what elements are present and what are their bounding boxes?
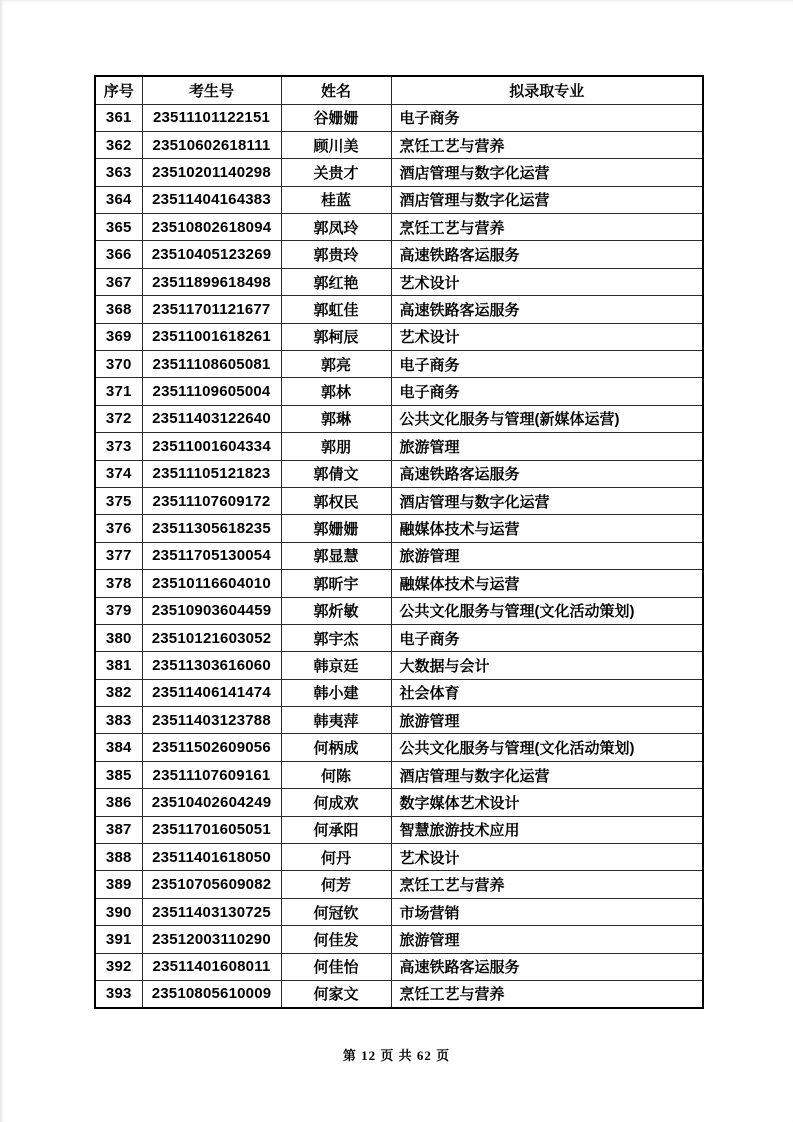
cell-candidate-id: 23511403130725 [142, 898, 281, 925]
cell-serial-number: 368 [95, 296, 142, 323]
cell-candidate-id: 23511403122640 [142, 405, 281, 432]
cell-name: 何佳发 [281, 926, 391, 953]
cell-serial-number: 391 [95, 926, 142, 953]
cell-name: 郭柯辰 [281, 323, 391, 350]
cell-proposed-major: 酒店管理与数字化运营 [391, 761, 703, 788]
cell-proposed-major: 酒店管理与数字化运营 [391, 487, 703, 514]
cell-name: 关贵才 [281, 159, 391, 186]
cell-name: 何陈 [281, 761, 391, 788]
table-row [95, 898, 703, 925]
cell-serial-number: 369 [95, 323, 142, 350]
cell-serial-number: 371 [95, 378, 142, 405]
cell-serial-number: 389 [95, 871, 142, 898]
table-row [95, 624, 703, 651]
cell-candidate-id: 23510705609082 [142, 871, 281, 898]
cell-candidate-id: 23510805610009 [142, 981, 281, 1008]
cell-name: 郭倩文 [281, 460, 391, 487]
cell-name: 郭贵玲 [281, 241, 391, 268]
cell-name: 韩小建 [281, 679, 391, 706]
cell-name: 何成欢 [281, 789, 391, 816]
cell-candidate-id: 23511108605081 [142, 351, 281, 378]
cell-serial-number: 366 [95, 241, 142, 268]
cell-name: 何芳 [281, 871, 391, 898]
cell-proposed-major: 融媒体技术与运营 [391, 515, 703, 542]
cell-serial-number: 372 [95, 405, 142, 432]
cell-serial-number: 376 [95, 515, 142, 542]
table-row [95, 104, 703, 131]
table-row [95, 679, 703, 706]
cell-serial-number: 392 [95, 953, 142, 980]
cell-proposed-major: 融媒体技术与运营 [391, 570, 703, 597]
admission-roster-table [94, 75, 704, 1009]
cell-candidate-id: 23510405123269 [142, 241, 281, 268]
cell-name: 郭虹佳 [281, 296, 391, 323]
cell-name: 郭红艳 [281, 268, 391, 295]
table-row [95, 734, 703, 761]
cell-name: 郭朋 [281, 433, 391, 460]
table-row [95, 597, 703, 624]
cell-serial-number: 384 [95, 734, 142, 761]
cell-name: 韩夷萍 [281, 707, 391, 734]
cell-name: 郭姗姗 [281, 515, 391, 542]
cell-proposed-major: 公共文化服务与管理(文化活动策划) [391, 597, 703, 624]
cell-serial-number: 362 [95, 131, 142, 158]
cell-name: 郭凤玲 [281, 214, 391, 241]
cell-proposed-major: 公共文化服务与管理(新媒体运营) [391, 405, 703, 432]
table-row [95, 953, 703, 980]
cell-serial-number: 379 [95, 597, 142, 624]
cell-proposed-major: 高速铁路客运服务 [391, 296, 703, 323]
table-row [95, 351, 703, 378]
table-row [95, 323, 703, 350]
cell-proposed-major: 旅游管理 [391, 433, 703, 460]
cell-proposed-major: 电子商务 [391, 351, 703, 378]
table-row [95, 405, 703, 432]
table-row [95, 159, 703, 186]
cell-proposed-major: 高速铁路客运服务 [391, 953, 703, 980]
cell-proposed-major: 智慧旅游技术应用 [391, 816, 703, 843]
cell-serial-number: 375 [95, 487, 142, 514]
cell-candidate-id: 23511401618050 [142, 844, 281, 871]
table-row [95, 433, 703, 460]
table-row [95, 186, 703, 213]
cell-serial-number: 382 [95, 679, 142, 706]
cell-name: 郭林 [281, 378, 391, 405]
cell-candidate-id: 23511305618235 [142, 515, 281, 542]
page-footer [0, 1045, 793, 1064]
cell-serial-number: 381 [95, 652, 142, 679]
cell-name: 韩京廷 [281, 652, 391, 679]
cell-candidate-id: 23510201140298 [142, 159, 281, 186]
table-row [95, 241, 703, 268]
cell-candidate-id: 23511406141474 [142, 679, 281, 706]
cell-serial-number: 378 [95, 570, 142, 597]
header-candidate-id: 考生号 [142, 76, 281, 104]
cell-name: 郭炘敏 [281, 597, 391, 624]
cell-proposed-major: 艺术设计 [391, 268, 703, 295]
cell-candidate-id: 23511107609161 [142, 761, 281, 788]
cell-proposed-major: 市场营销 [391, 898, 703, 925]
table-row [95, 131, 703, 158]
cell-proposed-major: 烹饪工艺与营养 [391, 131, 703, 158]
cell-candidate-id: 23511001604334 [142, 433, 281, 460]
cell-name: 何佳怡 [281, 953, 391, 980]
cell-candidate-id: 23510602618111 [142, 131, 281, 158]
cell-proposed-major: 电子商务 [391, 104, 703, 131]
cell-proposed-major: 公共文化服务与管理(文化活动策划) [391, 734, 703, 761]
cell-proposed-major: 酒店管理与数字化运营 [391, 159, 703, 186]
table-row [95, 515, 703, 542]
cell-name: 谷姗姗 [281, 104, 391, 131]
cell-candidate-id: 23511401608011 [142, 953, 281, 980]
cell-candidate-id: 23511105121823 [142, 460, 281, 487]
cell-serial-number: 365 [95, 214, 142, 241]
cell-serial-number: 377 [95, 542, 142, 569]
cell-proposed-major: 高速铁路客运服务 [391, 460, 703, 487]
cell-serial-number: 386 [95, 789, 142, 816]
cell-serial-number: 367 [95, 268, 142, 295]
cell-candidate-id: 23511101122151 [142, 104, 281, 131]
table-row [95, 487, 703, 514]
cell-candidate-id: 23511107609172 [142, 487, 281, 514]
cell-candidate-id: 23511109605004 [142, 378, 281, 405]
cell-proposed-major: 烹饪工艺与营养 [391, 981, 703, 1008]
cell-name: 何冠钦 [281, 898, 391, 925]
cell-name: 郭显慧 [281, 542, 391, 569]
table-row [95, 789, 703, 816]
cell-serial-number: 385 [95, 761, 142, 788]
cell-serial-number: 370 [95, 351, 142, 378]
cell-candidate-id: 23511701605051 [142, 816, 281, 843]
table-body [95, 104, 703, 1008]
table-row [95, 926, 703, 953]
cell-candidate-id: 23510121603052 [142, 624, 281, 651]
cell-name: 桂蓝 [281, 186, 391, 213]
cell-serial-number: 390 [95, 898, 142, 925]
table-row [95, 378, 703, 405]
cell-name: 郭琳 [281, 405, 391, 432]
cell-serial-number: 388 [95, 844, 142, 871]
table-row [95, 268, 703, 295]
cell-candidate-id: 23511701121677 [142, 296, 281, 323]
cell-proposed-major: 旅游管理 [391, 707, 703, 734]
cell-proposed-major: 社会体育 [391, 679, 703, 706]
cell-serial-number: 387 [95, 816, 142, 843]
cell-proposed-major: 艺术设计 [391, 323, 703, 350]
cell-serial-number: 383 [95, 707, 142, 734]
table-row [95, 652, 703, 679]
cell-candidate-id: 23511303616060 [142, 652, 281, 679]
table-row [95, 542, 703, 569]
header-serial-number: 序号 [95, 76, 142, 104]
table-row [95, 981, 703, 1008]
cell-proposed-major: 艺术设计 [391, 844, 703, 871]
cell-name: 郭宇杰 [281, 624, 391, 651]
table-header-row [95, 76, 703, 104]
table-row [95, 296, 703, 323]
cell-proposed-major: 数字媒体艺术设计 [391, 789, 703, 816]
cell-serial-number: 364 [95, 186, 142, 213]
table-row [95, 214, 703, 241]
cell-serial-number: 380 [95, 624, 142, 651]
cell-candidate-id: 23511403123788 [142, 707, 281, 734]
cell-name: 郭亮 [281, 351, 391, 378]
cell-name: 何家文 [281, 981, 391, 1008]
header-name: 姓名 [281, 76, 391, 104]
cell-name: 何柄成 [281, 734, 391, 761]
cell-proposed-major: 烹饪工艺与营养 [391, 871, 703, 898]
table-row [95, 570, 703, 597]
cell-candidate-id: 23511899618498 [142, 268, 281, 295]
cell-proposed-major: 旅游管理 [391, 926, 703, 953]
cell-candidate-id: 23510116604010 [142, 570, 281, 597]
cell-proposed-major: 大数据与会计 [391, 652, 703, 679]
cell-name: 郭昕宇 [281, 570, 391, 597]
cell-serial-number: 393 [95, 981, 142, 1008]
cell-candidate-id: 23511001618261 [142, 323, 281, 350]
cell-serial-number: 361 [95, 104, 142, 131]
cell-candidate-id: 23511705130054 [142, 542, 281, 569]
table-row [95, 761, 703, 788]
table-row [95, 707, 703, 734]
cell-candidate-id: 23510402604249 [142, 789, 281, 816]
table-row [95, 816, 703, 843]
cell-candidate-id: 23510903604459 [142, 597, 281, 624]
cell-proposed-major: 电子商务 [391, 378, 703, 405]
cell-proposed-major: 烹饪工艺与营养 [391, 214, 703, 241]
cell-candidate-id: 23511502609056 [142, 734, 281, 761]
cell-name: 郭权民 [281, 487, 391, 514]
cell-proposed-major: 酒店管理与数字化运营 [391, 186, 703, 213]
cell-candidate-id: 23511404164383 [142, 186, 281, 213]
cell-serial-number: 374 [95, 460, 142, 487]
cell-name: 何承阳 [281, 816, 391, 843]
page-number-indicator: 第 12 页 共 62 页 [342, 1048, 451, 1063]
cell-serial-number: 363 [95, 159, 142, 186]
table-row [95, 460, 703, 487]
cell-name: 顾川美 [281, 131, 391, 158]
cell-proposed-major: 电子商务 [391, 624, 703, 651]
cell-name: 何丹 [281, 844, 391, 871]
cell-proposed-major: 旅游管理 [391, 542, 703, 569]
cell-serial-number: 373 [95, 433, 142, 460]
table-row [95, 871, 703, 898]
cell-candidate-id: 23510802618094 [142, 214, 281, 241]
header-proposed-major: 拟录取专业 [391, 76, 703, 104]
cell-candidate-id: 23512003110290 [142, 926, 281, 953]
table-row [95, 844, 703, 871]
cell-proposed-major: 高速铁路客运服务 [391, 241, 703, 268]
